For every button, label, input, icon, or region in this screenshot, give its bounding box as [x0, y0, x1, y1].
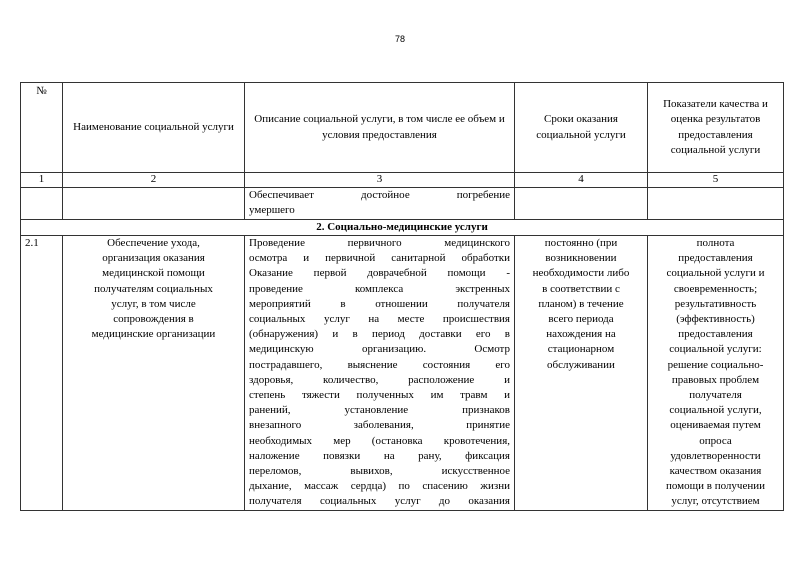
table-row: [21, 236, 784, 511]
text-line: помощи в получении: [666, 480, 765, 493]
services-table: [20, 82, 784, 511]
header-service-description: Описание социальной услуги, в том числе ее объем и условия предоставления: [245, 83, 515, 173]
text-line: правовых проблем: [671, 373, 760, 386]
section-row: [21, 220, 784, 236]
text-line: мероприятий в отношении получателя: [249, 297, 510, 310]
text-line: получателя социальных услуг до оказания: [249, 495, 510, 508]
text-line: социальной услуги:: [669, 343, 762, 356]
header-service-terms: Сроки оказания социальной услуги: [515, 83, 648, 173]
header-number: №: [21, 83, 63, 173]
text-line: наложение повязки на рану, фиксация: [249, 449, 510, 462]
text-line: получателям социальных: [94, 282, 213, 295]
text-line: в соответствии с: [542, 282, 620, 295]
cell-empty: [21, 188, 63, 220]
text-line: получателя: [689, 389, 742, 402]
text-line: постоянно (при: [544, 237, 618, 249]
text-line: возникновении: [545, 252, 617, 265]
row-number: 2.1: [21, 236, 63, 511]
column-index: 4: [515, 173, 648, 188]
text-line: услуг, в том числе: [111, 297, 196, 310]
text-line: необходимости либо: [532, 267, 630, 280]
text-line: умершего: [249, 204, 295, 217]
column-index: 2: [63, 173, 245, 188]
text-line: Обеспечивает достойное погребение: [249, 189, 510, 201]
text-line: своевременность;: [673, 282, 758, 295]
text-line: оцениваемая путем: [670, 419, 761, 432]
header-service-name: Наименование социальной услуги: [63, 83, 245, 173]
text-line: качеством оказания: [669, 465, 762, 478]
text-line: проведение комплекса экстренных: [249, 282, 510, 295]
text-line: медицинскую организацию. Осмотр: [249, 343, 510, 356]
text-line: стационарном: [547, 343, 615, 356]
text-line: предоставления: [678, 328, 753, 341]
text-line: результативность: [674, 297, 757, 310]
text-line: обслуживании: [547, 358, 615, 371]
service-terms: [515, 236, 648, 511]
cell-empty: [515, 188, 648, 220]
page-number: 78: [394, 34, 405, 44]
service-name: [63, 236, 245, 511]
text-line: осмотра и первичной санитарной обработки: [249, 252, 510, 265]
text-line: пострадавшего, выяснение состояния его: [249, 358, 510, 371]
continuation-description: [245, 188, 515, 220]
text-line: социальной услуги и: [666, 267, 765, 280]
text-line: степень тяжести полученных им травм и: [249, 389, 510, 402]
text-line: (обнаружения) и в период доставки его в: [249, 328, 510, 341]
table-header-row: [21, 83, 784, 173]
column-index: 5: [648, 173, 784, 188]
text-line: здоровья, количество, расположение и: [249, 373, 510, 386]
text-line: всего периода: [548, 313, 614, 326]
continuation-row: [21, 188, 784, 220]
text-line: предоставления: [678, 252, 753, 265]
text-line: полнота: [696, 237, 735, 249]
text-line: нахождения на: [546, 328, 616, 341]
text-line: сопровождения в: [113, 313, 194, 326]
text-line: планом) в течение: [538, 297, 624, 310]
service-description: [245, 236, 515, 511]
cell-empty: [648, 188, 784, 220]
text-line: внезапного заболевания, принятие: [249, 419, 510, 432]
text-line: услуг, отсутствием: [671, 495, 760, 508]
section-title: 2. Социально-медицинские услуги: [21, 220, 784, 236]
header-quality-indicators: Показатели качества и оценка результатов предоставления социальной услуги: [648, 83, 784, 173]
text-line: опроса: [699, 434, 732, 447]
text-line: социальной услуги,: [669, 404, 762, 417]
text-line: необходимых мер (остановка кровотечения,: [249, 434, 510, 447]
text-line: социальных услуг на месте происшествия: [249, 313, 510, 326]
text-line: медицинские организации: [91, 328, 216, 341]
text-line: решение социально-: [667, 358, 764, 371]
text-line: организация оказания: [102, 252, 205, 265]
text-line: Проведение первичного медицинского: [249, 237, 510, 249]
quality-indicators: [648, 236, 784, 511]
column-index: 3: [245, 173, 515, 188]
cell-empty: [63, 188, 245, 220]
text-line: Обеспечение ухода,: [107, 237, 200, 249]
text-line: ранений, установление признаков: [249, 404, 510, 417]
text-line: переломов, вывихов, искусственное: [249, 465, 510, 478]
text-line: удовлетворенности: [670, 449, 761, 462]
column-index: 1: [21, 173, 63, 188]
text-line: Оказание первой доврачебной помощи -: [249, 267, 510, 280]
text-line: дыхание, массаж сердца) по спасению жизни: [249, 480, 510, 493]
text-line: (эффективность): [676, 313, 755, 326]
column-index-row: [21, 173, 784, 188]
text-line: медицинской помощи: [102, 267, 205, 280]
